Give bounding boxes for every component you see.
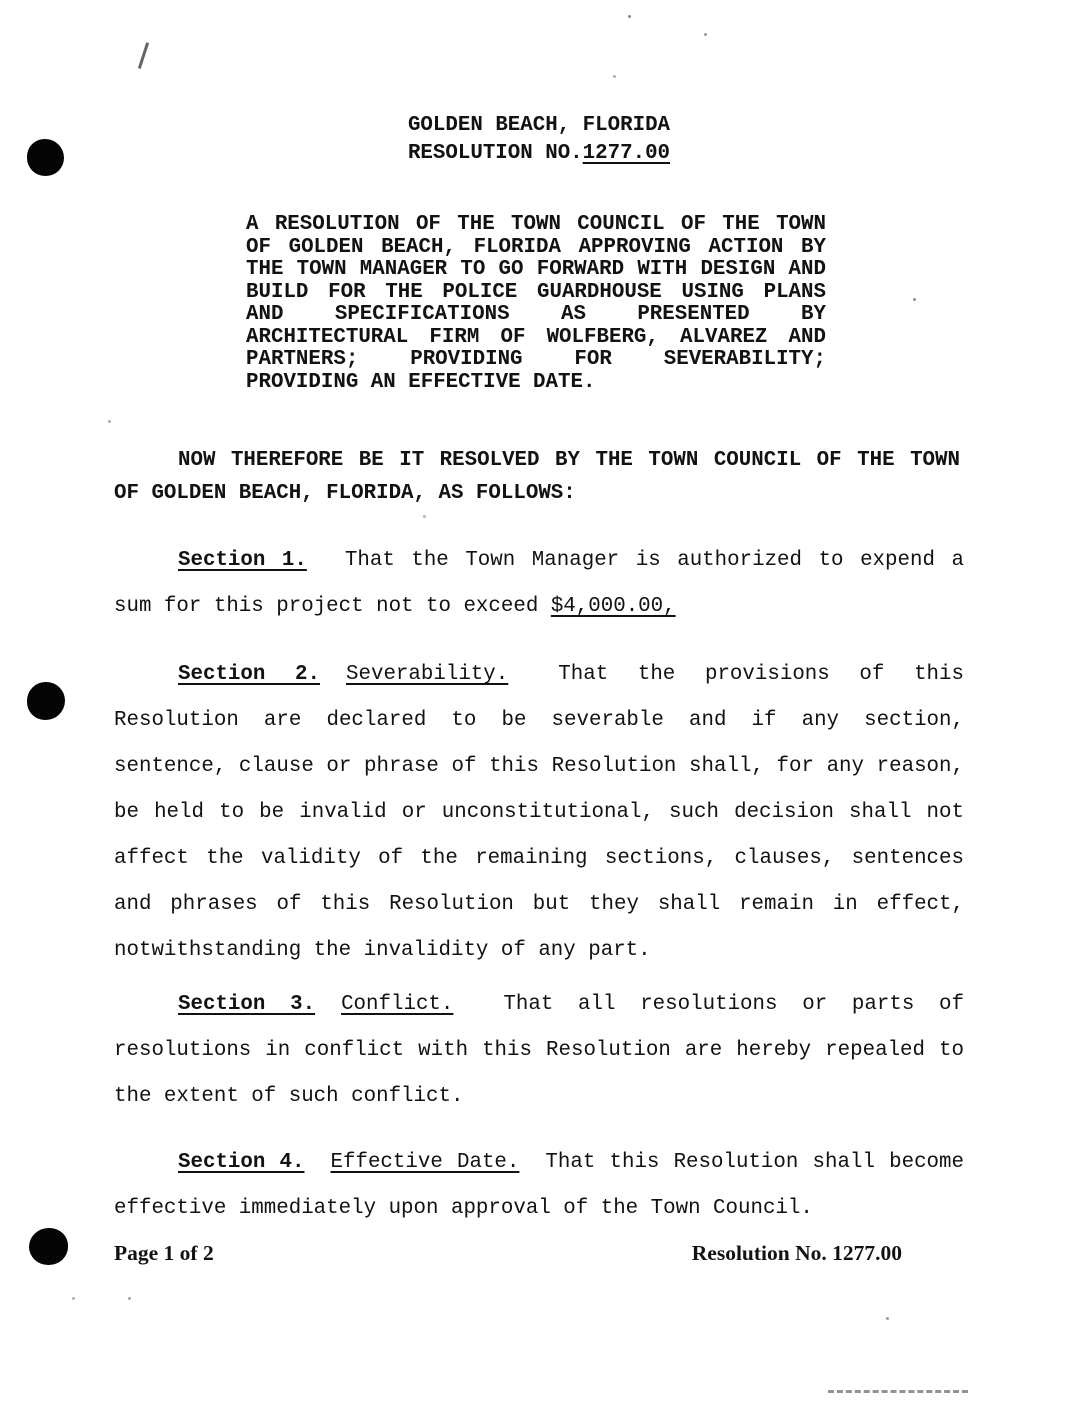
resolved-clause: NOW THEREFORE BE IT RESOLVED BY THE TOWN COUNCIL OF THE TOWN OF GOLDEN BEACH, FLORIDA, AS FOLLOWS: [114,449,960,505]
section-1-paragraph [114,538,964,630]
scan-dash-artifact [828,1390,968,1393]
section-4-heading: Section 4. [178,1151,305,1174]
section-2-heading: Section 2. [178,663,320,686]
resolution-no-prefix: RESOLUTION NO. [407,142,583,165]
page-number-label: Page 1 of 2 [114,1241,214,1265]
scan-noise-specks [628,15,631,18]
section-3-subheading: Conflict. [341,993,454,1016]
section-3-paragraph [114,982,964,1120]
section-4-body: That this Resolution shall become effective immediately upon approval of the Town Council. [114,1151,964,1220]
pen-slash-artifact [138,42,149,68]
hole-punch-mark-middle [27,682,65,720]
section-2-body: That the provisions of this Resolution are declared to be severable and if any section, sentence, clause or phrase of this Resolution shall, for any reason, be held to be invalid or unconstitutional, such decision shall not affect the validity of the remaining sections, clauses, sentences and phrases of this Resolution but they shall remain in effect, notwithstanding the invalidity of any part. [114,663,964,962]
resolution-number: 1277.00 [582,142,671,165]
title-line-city: GOLDEN BEACH, FLORIDA [407,114,671,137]
section-3-heading: Section 3. [178,993,316,1016]
section-2-paragraph [114,652,964,974]
section-2-subheading: Severability. [346,663,509,686]
page-footer [114,1240,964,1266]
document-title [114,112,964,168]
section-1-body: That the Town Manager is authorized to expend a sum for this project not to exceed [114,549,964,618]
section-1-heading: Section 1. [178,549,307,572]
section-3-body: That all resolutions or parts of resolutions in conflict with this Resolution are hereby repealed to the extent of such conflict. [114,993,964,1108]
footer-resolution-number: Resolution No. 1277.00 [691,1241,902,1265]
section-4-paragraph [114,1140,964,1232]
section-1-amount: $4,000.00, [550,595,676,618]
title-line-resolution-number [114,140,964,168]
hole-punch-mark-bottom [29,1228,68,1265]
hole-punch-mark-top [27,139,64,176]
resolution-preamble: A RESOLUTION OF THE TOWN COUNCIL OF THE TOWN OF GOLDEN BEACH, FLORIDA APPROVING ACTION BY THE TOWN MANAGER TO GO FORWARD WITH DESIGN AND BUILD FOR THE POLICE GUARDHOUSE USING PLANS AND SPECIFICATIONS AS PRESENTED BY ARCHITECTURAL FIRM OF WOLFBERG, ALVAREZ AND PARTNERS; PROVIDING FOR SEVERABILITY; PROVIDING AN EFFECTIVE DATE. [246,213,826,394]
section-4-subheading: Effective Date. [330,1151,520,1174]
